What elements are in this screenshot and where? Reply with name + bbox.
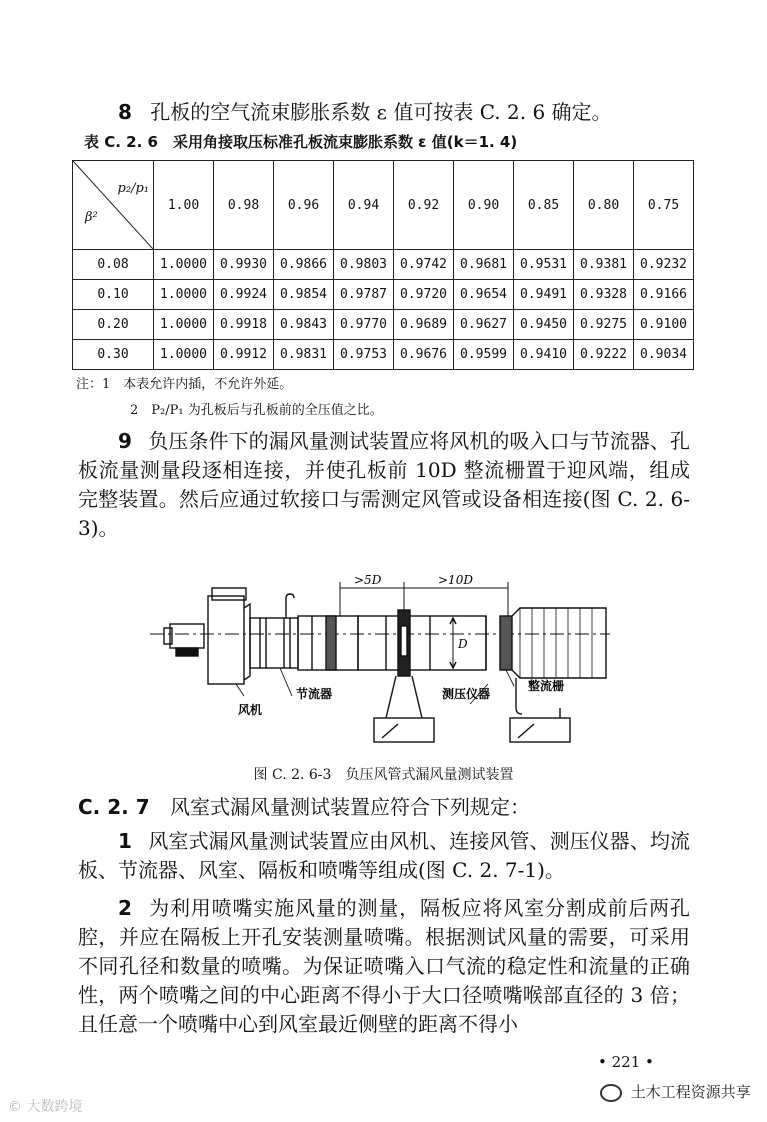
item-9-number: 9 bbox=[118, 429, 132, 453]
item-8-text: 孔板的空气流束膨胀系数 ε 值可按表 C. 2. 6 确定。 bbox=[150, 100, 612, 124]
table-caption: 表 C. 2. 6 采用角接取压标准孔板流束膨胀系数 ε 值(k＝1. 4) bbox=[84, 133, 518, 151]
col-header: 0.96 bbox=[274, 161, 334, 250]
table-cell: 0.9381 bbox=[574, 250, 634, 280]
label-pressure-gauge: 测压仪器 bbox=[442, 687, 491, 701]
pressure-gauge-1 bbox=[374, 718, 434, 742]
col-header: 0.94 bbox=[334, 161, 394, 250]
table-cell: 0.9450 bbox=[514, 310, 574, 340]
table-cell: 0.9742 bbox=[394, 250, 454, 280]
table-cell: 0.9918 bbox=[214, 310, 274, 340]
table-cell: 1.0000 bbox=[154, 310, 214, 340]
label-flow-straightener: 整流栅 bbox=[528, 679, 565, 693]
watermark-logo-icon: © bbox=[8, 1099, 22, 1115]
c27-heading-paragraph bbox=[78, 793, 690, 822]
col-header: 0.98 bbox=[214, 161, 274, 250]
table-cell: 0.9843 bbox=[274, 310, 334, 340]
label-throttle: 节流器 bbox=[296, 687, 333, 701]
table-cell: 0.9831 bbox=[274, 340, 334, 370]
item-9-text: 负压条件下的漏风量测试装置应将风机的吸入口与节流器、孔板流量测量段逐相连接，并使孔板前 10D 整流栅置于迎风端，组成完整装置。然后应通过软接口与需测定风管或设备相连接(图 C. 2. 6-3)。 bbox=[78, 429, 690, 540]
table-cell: 0.9924 bbox=[214, 280, 274, 310]
table-row bbox=[73, 340, 694, 370]
table-cell: 0.9410 bbox=[514, 340, 574, 370]
flow-straightener-1 bbox=[326, 616, 336, 670]
table-cell: 0.9930 bbox=[214, 250, 274, 280]
watermark-left bbox=[8, 1096, 82, 1116]
watermark-right-text: 土木工程资源共享 bbox=[630, 1083, 751, 1101]
page-number: • 221 • bbox=[598, 1053, 654, 1071]
c27-item-2-paragraph bbox=[78, 894, 690, 1039]
motor-shape bbox=[170, 624, 204, 648]
col-header: 0.92 bbox=[394, 161, 454, 250]
row-beta: 0.20 bbox=[73, 310, 154, 340]
c27-item-1-paragraph bbox=[78, 827, 690, 885]
table-cell: 0.9275 bbox=[574, 310, 634, 340]
col-header: 0.85 bbox=[514, 161, 574, 250]
table-cell: 0.9689 bbox=[394, 310, 454, 340]
corner-pressure-ratio: p₂/p₁ bbox=[117, 181, 149, 196]
table-cell: 0.9627 bbox=[454, 310, 514, 340]
table-cell: 0.9787 bbox=[334, 280, 394, 310]
c27-text: 风室式漏风量测试装置应符合下列规定： bbox=[170, 795, 530, 819]
test-apparatus-diagram bbox=[140, 568, 620, 748]
row-beta: 0.10 bbox=[73, 280, 154, 310]
table-cell: 0.9654 bbox=[454, 280, 514, 310]
c27-item-1-text: 风室式漏风量测试装置应由风机、连接风管、测压仪器、均流板、节流器、风室、隔板和喷嘴等组成(图 C. 2. 7-1)。 bbox=[78, 829, 690, 882]
label-fan: 风机 bbox=[238, 703, 263, 717]
dim-10d: >10D bbox=[438, 573, 473, 587]
table-cell: 1.0000 bbox=[154, 250, 214, 280]
table-row bbox=[73, 250, 694, 280]
item-8-number: 8 bbox=[118, 100, 132, 124]
table-cell: 0.9232 bbox=[634, 250, 694, 280]
flow-straightener-2 bbox=[500, 616, 512, 670]
col-header: 0.80 bbox=[574, 161, 634, 250]
diagonal-divider bbox=[73, 161, 153, 249]
item-8-paragraph bbox=[78, 98, 690, 127]
row-beta: 0.30 bbox=[73, 340, 154, 370]
table-cell: 1.0000 bbox=[154, 340, 214, 370]
watermark-left-text: 大数跨境 bbox=[26, 1099, 83, 1115]
dim-diameter: D bbox=[458, 637, 468, 651]
table-cell: 0.9100 bbox=[634, 310, 694, 340]
table-cell: 0.9328 bbox=[574, 280, 634, 310]
table-cell: 0.9803 bbox=[334, 250, 394, 280]
figure-caption: 图 C. 2. 6-3 负压风管式漏风量测试装置 bbox=[253, 767, 514, 783]
item-9-paragraph bbox=[78, 427, 690, 543]
table-cell: 0.9912 bbox=[214, 340, 274, 370]
table-cell: 0.9599 bbox=[454, 340, 514, 370]
corner-beta-squared: β² bbox=[85, 210, 98, 225]
table-cell: 0.9491 bbox=[514, 280, 574, 310]
c27-item-2-number: 2 bbox=[118, 896, 132, 920]
table-cell: 0.9166 bbox=[634, 280, 694, 310]
table-note-2: 2 P₂/P₁ 为孔板后与孔板前的全压值之比。 bbox=[130, 403, 383, 418]
table-header-row bbox=[73, 161, 694, 250]
table-cell: 1.0000 bbox=[154, 280, 214, 310]
table-corner-cell bbox=[73, 161, 154, 250]
col-header: 0.75 bbox=[634, 161, 694, 250]
table-cell: 0.9854 bbox=[274, 280, 334, 310]
pressure-gauge-2 bbox=[510, 718, 570, 742]
row-beta: 0.08 bbox=[73, 250, 154, 280]
table-cell: 0.9720 bbox=[394, 280, 454, 310]
table-cell: 0.9753 bbox=[334, 340, 394, 370]
table-row bbox=[73, 280, 694, 310]
wechat-icon bbox=[600, 1084, 622, 1102]
dim-5d: >5D bbox=[354, 573, 382, 587]
table-cell: 0.9681 bbox=[454, 250, 514, 280]
c27-heading: C. 2. 7 bbox=[78, 795, 150, 819]
watermark-wechat bbox=[600, 1081, 751, 1102]
c27-item-1-number: 1 bbox=[118, 829, 132, 853]
table-cell: 0.9770 bbox=[334, 310, 394, 340]
table-cell: 0.9531 bbox=[514, 250, 574, 280]
col-header: 1.00 bbox=[154, 161, 214, 250]
table-cell: 0.9866 bbox=[274, 250, 334, 280]
fan-housing bbox=[208, 596, 244, 684]
table-cell: 0.9222 bbox=[574, 340, 634, 370]
c27-item-2-text: 为利用喷嘴实施风量的测量，隔板应将风室分割成前后两孔腔，并应在隔板上开孔安装测量喷嘴。根据测试风量的需要，可采用不同孔径和数量的喷嘴。为保证喷嘴入口气流的稳定性和流量的正确性，两个喷嘴之间的中心距离不得小于大口径喷嘴喉部直径的 3 倍；且任意一个喷嘴中心到风室最近侧壁的距离不得小 bbox=[78, 896, 691, 1036]
table-note-1: 注：1 本表允许内插，不允许外延。 bbox=[76, 377, 293, 392]
table-row bbox=[73, 310, 694, 340]
col-header: 0.90 bbox=[454, 161, 514, 250]
expansion-coefficient-table bbox=[72, 160, 694, 370]
table-cell: 0.9034 bbox=[634, 340, 694, 370]
table-cell: 0.9676 bbox=[394, 340, 454, 370]
